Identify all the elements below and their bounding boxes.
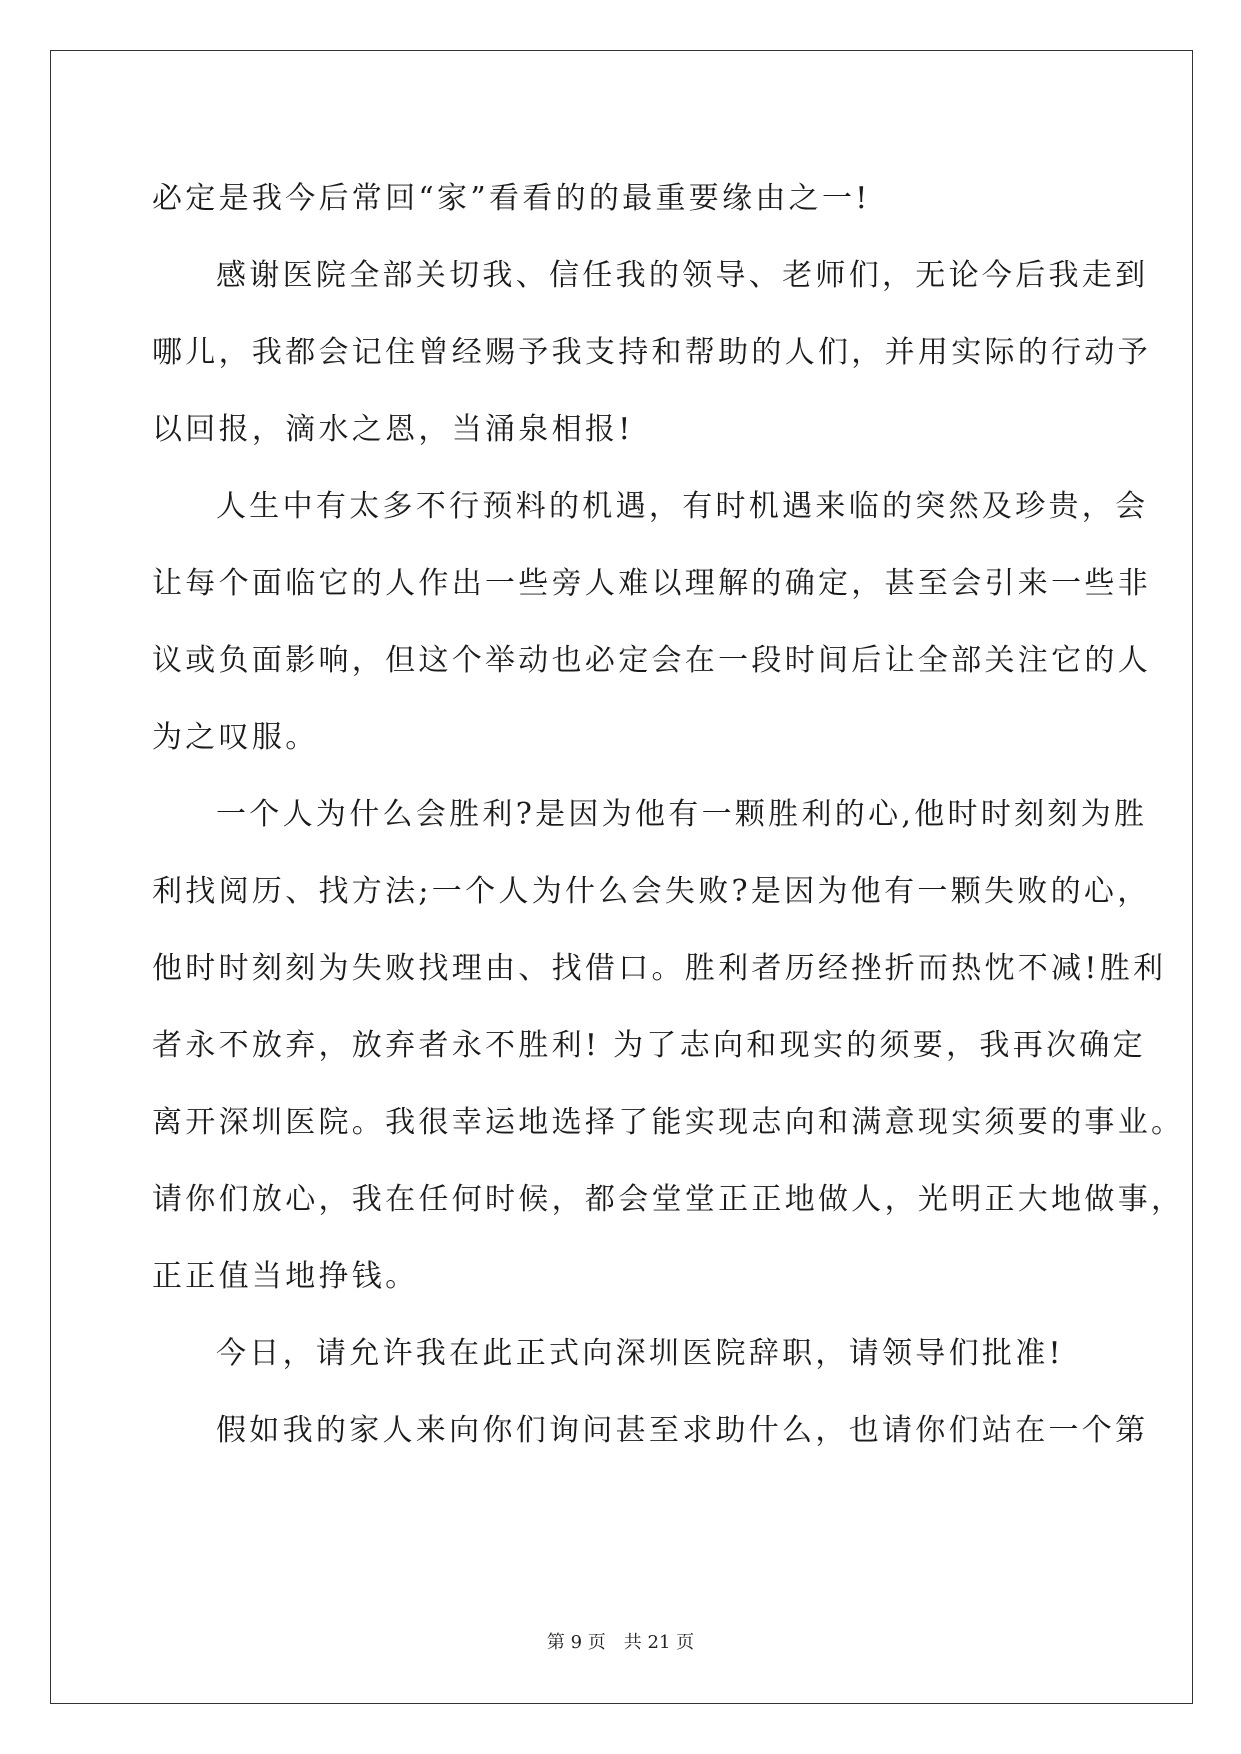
- page-number: 第 9 页 共 21 页: [546, 1632, 695, 1653]
- paragraph-start-line: 今日，请允许我在此正式向深圳医院辞职，请领导们批准!: [216, 1336, 1064, 1371]
- paragraph-start-line: 感谢医院全部关切我、信任我的领导、老师们，无论今后我走到: [216, 258, 1149, 293]
- text-line: 请你们放心，我在任何时候，都会堂堂正正地做人，光明正大地做事，: [152, 1182, 1185, 1217]
- paragraph-start-line: 一个人为什么会胜利?是因为他有一颗胜利的心,他时时刻刻为胜: [216, 797, 1148, 832]
- text-line: 以回报，滴水之恩，当涌泉相报!: [152, 412, 634, 447]
- text-line: 他时时刻刻为失败找理由、找借口。胜利者历经挫折而热忱不减!胜利: [152, 951, 1167, 986]
- document-body: [152, 160, 1185, 1469]
- text-line: 让每个面临它的人作出一些旁人难以理解的确定，甚至会引来一些非: [152, 566, 1151, 601]
- text-line: 必定是我今后常回“家”看看的的最重要缘由之一!: [152, 181, 871, 216]
- text-line: 者永不放弃，放弃者永不胜利! 为了志向和现实的须要，我再次确定: [152, 1028, 1146, 1063]
- text-line: 议或负面影响，但这个举动也必定会在一段时间后让全部关注它的人: [152, 643, 1151, 678]
- text-line: 为之叹服。: [152, 720, 319, 755]
- text-line: 哪儿，我都会记住曾经赐予我支持和帮助的人们，并用实际的行动予: [152, 335, 1151, 370]
- paragraph-start-line: 人生中有太多不行预料的机遇，有时机遇来临的突然及珍贵，会: [216, 489, 1149, 524]
- text-line: 正正值当地挣钱。: [152, 1259, 419, 1294]
- text-line: 利找阅历、找方法;一个人为什么会失败?是因为他有一颗失败的心，: [152, 874, 1151, 909]
- paragraph-start-line: 假如我的家人来向你们询问甚至求助什么，也请你们站在一个第: [216, 1413, 1149, 1448]
- text-line: 离开深圳医院。我很幸运地选择了能实现志向和满意现实须要的事业。: [152, 1105, 1185, 1140]
